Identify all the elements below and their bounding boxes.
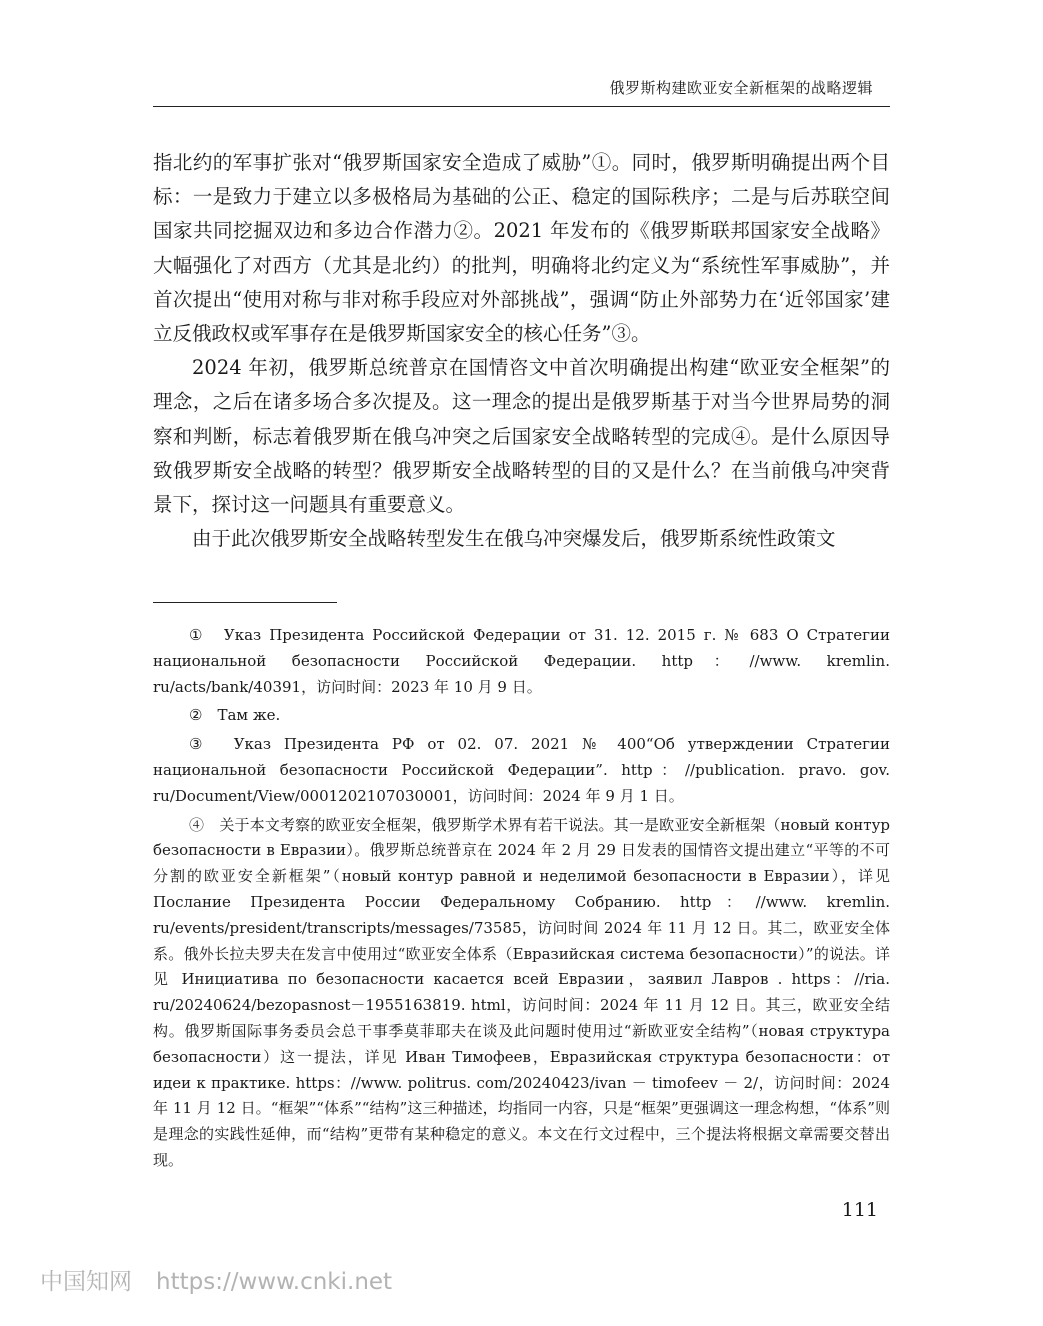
body-text: [153, 146, 890, 556]
footnote-2: ② Там же.: [189, 706, 281, 725]
body-paragraph-3: 由于此次俄罗斯安全战略转型发生在俄乌冲突爆发后，俄罗斯系统性政策文: [192, 527, 836, 551]
watermark-url: https://www.cnki.net: [156, 1269, 393, 1295]
body-paragraph-1: 指北约的军事扩张对“俄罗斯国家安全造成了威胁”①。同时，俄罗斯明确提出两个目标：一是致力于建立以多极格局为基础的公正、稳定的国际秩序；二是与后苏联空间国家共同挖掘双边和多边合作潜力②。2021 年发布的《俄罗斯联邦国家安全战略》大幅强化了对西方（尤其是北约）的批判，明确将北约定义为“系统性军事威胁”，并首次提出“使用对称与非对称手段应对外部挑战”，强调“防止外部势力在‘近邻国家’建立反俄政权或军事存在是俄罗斯国家安全的核心任务”③。: [153, 151, 890, 346]
footnote-1: ① Указ Президента Российской Федерации от 31. 12. 2015 г. № 683 О Стратегии национальной безопасности Российской Федерации. http：//www. kremlin. ru/acts/bank/40391，访问时间：2023 年 10 月 9 日。: [153, 626, 890, 696]
cnki-watermark: [40, 1263, 392, 1296]
footnote-rule: [153, 602, 337, 603]
header-rule: [153, 106, 890, 107]
body-paragraph-2: 2024 年初，俄罗斯总统普京在国情咨文中首次明确提出构建“欧亚安全框架”的理念，之后在诸多场合多次提及。这一理念的提出是俄罗斯基于对当今世界局势的洞察和判断，标志着俄罗斯在俄乌冲突之后国家安全战略转型的完成④。是什么原因导致俄罗斯安全战略的转型？俄罗斯安全战略转型的目的又是什么？在当前俄乌冲突背景下，探讨这一问题具有重要意义。: [153, 356, 890, 517]
footnote-4: ④ 关于本文考察的欧亚安全框架，俄罗斯学术界有若干说法。其一是欧亚安全新框架（новый контур безопасности в Евразии）。俄罗斯总统普京在 2024 年 2 月 29 日发表的国情咨文提出建立“平等的不可分割的欧亚安全新框架”（новый контур равной и неделимой безопасности в Евразии），详见 Послание Президента России Федеральному Собранию. http：//www. kremlin. ru/events/president/transcripts/messages/73585，访问时间 2024 年 11 月 12 日。其二，欧亚安全体系。俄外长拉夫罗夫在发言中使用过“欧亚安全体系（Евразийская система безопасности）”的说法。详见 Инициатива по безопасности касается всей Евразии，заявил Лавров . https：//ria. ru/20240624/bezopasnost－1955163819. html，访问时间：2024 年 11 月 12 日。其三，欧亚安全结构。俄罗斯国际事务委员会总干事季莫菲耶夫在谈及此问题时使用过“新欧亚安全结构”（новая структура безопасности）这一提法，详见 Иван Тимофеев，Евразийская структура безопасности：от идеи к практике. https：//www. politrus. com/20240423/ivan － timofeev － 2/，访问时间：2024 年 11 月 12 日。“框架”“体系”“结构”这三种描述，均指同一内容，只是“框架”更强调这一理念构想，“体系”则是理念的实践性延伸，而“结构”更带有某种稳定的意义。本文在行文过程中，三个提法将根据文章需要交替出现。: [153, 815, 890, 1169]
footnote-3: ③ Указ Президента РФ от 02. 07. 2021 № 400“Об утверждении Стратегии национальной безопасности Российской Федерации”. http：//publication. pravo. gov. ru/Document/View/0001202107030001，访问时间：2024 年 9 月 1 日。: [153, 735, 890, 805]
watermark-logo-text: 中国知网: [40, 1269, 132, 1295]
footnotes: [153, 623, 890, 1177]
page-number: 111: [841, 1199, 878, 1221]
running-title: 俄罗斯构建欧亚安全新框架的战略逻辑: [609, 79, 873, 97]
